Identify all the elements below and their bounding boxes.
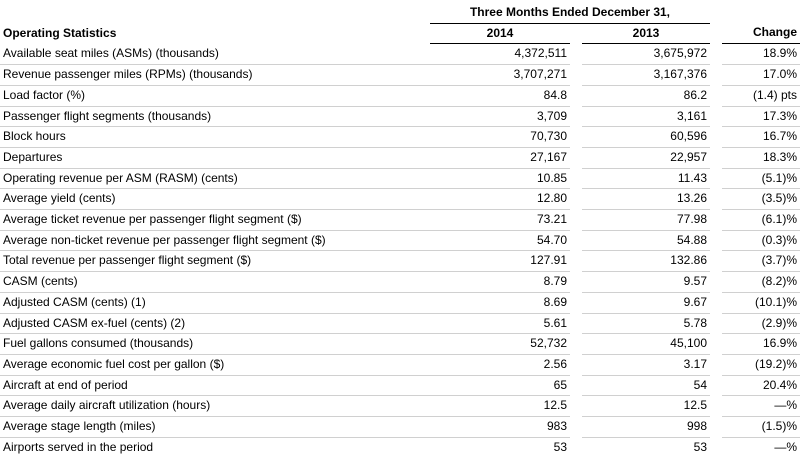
row-label: Aircraft at end of period: [0, 375, 430, 396]
table-row: [0, 230, 800, 251]
table-row: [0, 127, 800, 148]
column-gap: [570, 189, 582, 210]
value-2014: 10.85: [430, 168, 570, 189]
value-2013: 13.26: [582, 189, 710, 210]
column-gap: [570, 292, 582, 313]
header-row-columns: [0, 23, 800, 44]
row-label: Average yield (cents): [0, 189, 430, 210]
column-gap: [710, 168, 722, 189]
column-gap: [710, 354, 722, 375]
table-row: [0, 65, 800, 86]
value-2013: 53: [582, 437, 710, 457]
value-2014: 3,709: [430, 106, 570, 127]
column-gap: [710, 437, 722, 457]
value-change: (3.5)%: [722, 189, 800, 210]
column-gap: [570, 251, 582, 272]
table-row: [0, 437, 800, 457]
row-label: Airports served in the period: [0, 437, 430, 457]
value-change: (8.2)%: [722, 272, 800, 293]
value-2013: 77.98: [582, 210, 710, 231]
table-row: [0, 168, 800, 189]
header-gap: [570, 23, 582, 44]
row-label: Operating revenue per ASM (RASM) (cents): [0, 168, 430, 189]
column-gap: [710, 230, 722, 251]
column-gap: [710, 147, 722, 168]
row-label: CASM (cents): [0, 272, 430, 293]
value-change: (10.1)%: [722, 292, 800, 313]
value-2014: 27,167: [430, 147, 570, 168]
column-gap: [570, 65, 582, 86]
column-gap: [710, 106, 722, 127]
table-row: [0, 272, 800, 293]
row-label: Average ticket revenue per passenger flight segment ($): [0, 210, 430, 231]
table-row: [0, 292, 800, 313]
value-change: 18.9%: [762, 46, 797, 61]
row-label: Passenger flight segments (thousands): [0, 106, 430, 127]
table-body: [0, 44, 800, 457]
column-gap: [710, 189, 722, 210]
column-header-change: Change: [722, 23, 800, 44]
row-label: Load factor (%): [0, 85, 430, 106]
row-label: Average daily aircraft utilization (hours): [0, 396, 430, 417]
column-gap: [570, 44, 582, 65]
table-row: [0, 147, 800, 168]
value-2014: 12.5: [430, 396, 570, 417]
value-2014: 65: [430, 375, 570, 396]
section-title: Operating Statistics: [3, 25, 117, 40]
column-gap: [710, 375, 722, 396]
value-2013: 22,957: [582, 147, 710, 168]
value-2014: 983: [430, 417, 570, 438]
value-2014: 73.21: [430, 210, 570, 231]
value-2013: 54: [582, 375, 710, 396]
row-label: Total revenue per passenger flight segment ($): [0, 251, 430, 272]
row-label: Revenue passenger miles (RPMs) (thousands): [0, 65, 430, 86]
value-2014: 8.69: [430, 292, 570, 313]
column-header-2014: 2014: [430, 23, 570, 44]
value-2014: 3,707,271: [430, 65, 570, 86]
table-row: [0, 375, 800, 396]
value-2013: 45,100: [582, 334, 710, 355]
header-gap: [710, 23, 722, 44]
column-gap: [570, 417, 582, 438]
value-2014: 52,732: [430, 334, 570, 355]
value-change: (2.9)%: [722, 313, 800, 334]
operating-statistics-table: [0, 3, 800, 457]
row-label: Available seat miles (ASMs) (thousands): [3, 46, 219, 61]
period-header: Three Months Ended December 31,: [430, 3, 710, 23]
column-gap: [570, 106, 582, 127]
table-row: [0, 210, 800, 231]
value-2014: 5.61: [430, 313, 570, 334]
table-row: [0, 251, 800, 272]
column-gap: [570, 210, 582, 231]
column-gap: [710, 210, 722, 231]
column-gap: [570, 437, 582, 457]
value-change: 18.3%: [722, 147, 800, 168]
value-change: 16.9%: [722, 334, 800, 355]
column-gap: [710, 44, 722, 65]
column-gap: [570, 147, 582, 168]
value-change: (6.1)%: [722, 210, 800, 231]
value-2013: 9.57: [582, 272, 710, 293]
value-2013: 5.78: [582, 313, 710, 334]
header-gap: [710, 3, 722, 23]
value-change: (3.7)%: [722, 251, 800, 272]
table-row: [0, 106, 800, 127]
column-gap: [570, 334, 582, 355]
column-gap: [710, 272, 722, 293]
row-label: Fuel gallons consumed (thousands): [0, 334, 430, 355]
value-2013: 60,596: [582, 127, 710, 148]
value-2014: 8.79: [430, 272, 570, 293]
column-gap: [570, 127, 582, 148]
column-gap: [570, 396, 582, 417]
header-blank-change: [722, 3, 800, 23]
value-2013: 3,675,972: [653, 46, 707, 61]
table-row: [0, 417, 800, 438]
value-change: (1.4) pts: [722, 85, 800, 106]
column-gap: [710, 396, 722, 417]
row-label: Average stage length (miles): [0, 417, 430, 438]
column-gap: [710, 417, 722, 438]
value-2014: 2.56: [430, 354, 570, 375]
column-gap: [710, 334, 722, 355]
row-label: Average economic fuel cost per gallon ($): [0, 354, 430, 375]
value-2013: 3,161: [582, 106, 710, 127]
value-2013: 3.17: [582, 354, 710, 375]
value-change: (0.3)%: [722, 230, 800, 251]
row-label: Adjusted CASM ex-fuel (cents) (2): [0, 313, 430, 334]
column-gap: [570, 85, 582, 106]
table-row: [0, 313, 800, 334]
value-2014: 127.91: [430, 251, 570, 272]
value-change: (5.1)%: [722, 168, 800, 189]
value-change: 17.0%: [722, 65, 800, 86]
value-change: —%: [722, 437, 800, 457]
value-change: (19.2)%: [722, 354, 800, 375]
column-gap: [710, 292, 722, 313]
column-gap: [710, 65, 722, 86]
column-gap: [570, 230, 582, 251]
column-gap: [570, 168, 582, 189]
header-blank: [0, 3, 430, 23]
column-gap: [570, 375, 582, 396]
table-row: [0, 85, 800, 106]
table-row: [0, 396, 800, 417]
column-header-2013: 2013: [582, 23, 710, 44]
value-2014: 12.80: [430, 189, 570, 210]
column-gap: [570, 313, 582, 334]
row-label: Average non-ticket revenue per passenger flight segment ($): [0, 230, 430, 251]
value-2014: 4,372,511: [514, 46, 567, 61]
value-2013: 998: [582, 417, 710, 438]
column-gap: [570, 272, 582, 293]
table-row: [0, 354, 800, 375]
value-change: 20.4%: [722, 375, 800, 396]
column-gap: [710, 313, 722, 334]
value-2013: 132.86: [582, 251, 710, 272]
value-2014: 54.70: [430, 230, 570, 251]
value-change: —%: [722, 396, 800, 417]
row-label: Adjusted CASM (cents) (1): [0, 292, 430, 313]
value-change: (1.5)%: [722, 417, 800, 438]
column-gap: [710, 127, 722, 148]
header-row-period: [0, 3, 800, 23]
row-label: Block hours: [0, 127, 430, 148]
row-label: Departures: [0, 147, 430, 168]
value-2013: 86.2: [582, 85, 710, 106]
value-2013: 9.67: [582, 292, 710, 313]
value-2014: 70,730: [430, 127, 570, 148]
table-row: [0, 334, 800, 355]
value-2013: 54.88: [582, 230, 710, 251]
value-change: 16.7%: [722, 127, 800, 148]
table-row: [0, 189, 800, 210]
table-row: [0, 44, 800, 65]
value-2013: 12.5: [582, 396, 710, 417]
value-2013: 3,167,376: [582, 65, 710, 86]
value-change: 17.3%: [722, 106, 800, 127]
column-gap: [710, 85, 722, 106]
value-2013: 11.43: [582, 168, 710, 189]
column-gap: [570, 354, 582, 375]
column-gap: [710, 251, 722, 272]
value-2014: 53: [430, 437, 570, 457]
value-2014: 84.8: [430, 85, 570, 106]
